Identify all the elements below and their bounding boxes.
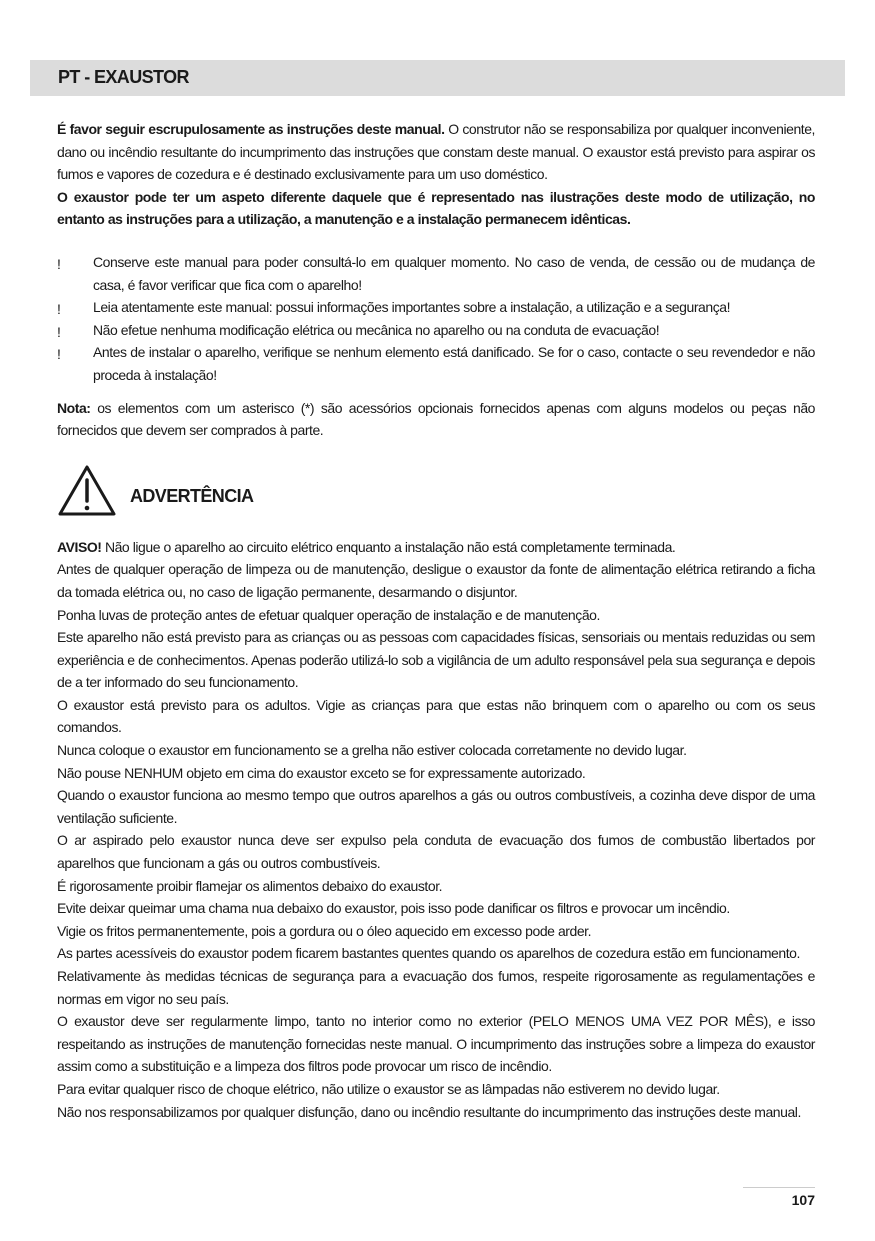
warning-paragraph: O ar aspirado pelo exaustor nunca deve ser expulso pela conduta de evacuação dos fumos de combustão libertados por aparelhos que funcionam a gás ou outros combustíveis.: [57, 832, 815, 872]
warning-title: ADVERTÊNCIA: [130, 486, 254, 507]
caution-list: [57, 251, 815, 387]
footer-divider: [743, 1187, 815, 1188]
section-title: PT - EXAUSTOR: [58, 67, 189, 87]
warning-heading: [57, 464, 815, 518]
warning-triangle-icon: [57, 464, 117, 518]
list-item: ! Antes de instalar o aparelho, verifique se nenhum elemento está danificado. Se for o caso, contacte o seu revendedor e não proceda à instalação!: [57, 344, 815, 383]
intro-paragraph: [57, 118, 815, 186]
intro-bold-note: O exaustor pode ter um aspeto diferente daquele que é representado nas ilustrações deste modo de utilização, no entanto as instruções para a utilização, a manutenção e a instalação permanecem idênticas.: [57, 188, 815, 228]
warning-paragraphs: [57, 558, 815, 1123]
warning-paragraph: Não nos responsabilizamos por qualquer disfunção, dano ou incêndio resultante do incumprimento das instruções deste manual.: [57, 1103, 801, 1120]
document-body: [57, 118, 815, 1123]
warning-paragraph: Vigie os fritos permanentemente, pois a gordura ou o óleo aquecido em excesso pode arder.: [57, 922, 592, 939]
warning-paragraph: O exaustor está previsto para os adultos. Vigie as crianças para que estas não brinquem com o aparelho ou com os seus comandos.: [57, 696, 815, 736]
exclamation-icon: !: [57, 346, 61, 363]
list-item: ! Conserve este manual para poder consultá-lo em qualquer momento. No caso de venda, de cessão ou de mudança de casa, é favor verificar que fica com o aparelho!: [57, 253, 815, 293]
page-number: 107: [791, 1192, 815, 1208]
warning-paragraph: O exaustor deve ser regularmente limpo, tanto no interior como no exterior (PELO MENOS UMA VEZ POR MÊS), e isso respeitando as instruções de manutenção fornecidas neste manual. O incumprimento das instruções sobre a limpeza do exaustor assim como a substituição e a limpeza dos filtros pode provocar um risco de incêndio.: [57, 1013, 815, 1075]
warning-paragraph: Para evitar qualquer risco de choque elétrico, não utilize o exaustor se as lâmpadas não estiverem no devido lugar.: [57, 1080, 720, 1097]
intro-text: O construtor não se responsabiliza por qualquer inconveniente, dano ou incêndio resultante do incumprimento das instruções que constam deste manual. O exaustor está previsto para aspirar os fumos e vapores de cozedura e é destinado exclusivamente para um uso doméstico.: [57, 121, 815, 183]
warning-paragraph: Nunca coloque o exaustor em funcionamento se a grelha não estiver colocada corretamente no devido lugar.: [57, 742, 687, 759]
exclamation-icon: !: [57, 255, 61, 272]
list-item: ! Não efetue nenhuma modificação elétrica ou mecânica no aparelho ou na conduta de evacuação!: [57, 319, 815, 342]
warning-paragraph: Antes de qualquer operação de limpeza ou de manutenção, desligue o exaustor da fonte de alimentação elétrica retirando a ficha da tomada elétrica ou, no caso de ligação permanente, desarmando o disjuntor.: [57, 561, 815, 600]
exclamation-icon: !: [57, 301, 61, 318]
exclamation-icon: !: [57, 323, 61, 340]
warning-paragraph: Evite deixar queimar uma chama nua debaixo do exaustor, pois isso pode danificar os filtros e provocar um incêndio.: [57, 900, 730, 917]
nota-paragraph: Nota: os elementos com um asterisco (*) são acessórios opcionais fornecidos apenas com alguns modelos ou peças não fornecidos que devem ser comprados à parte.: [57, 399, 815, 439]
aviso-paragraph: AVISO! Não ligue o aparelho ao circuito elétrico enquanto a instalação não está completamente terminada.: [57, 538, 676, 555]
intro-bold-lead: É favor seguir escrupulosamente as instruções deste manual.: [57, 121, 445, 137]
warning-paragraph: É rigorosamente proibir flamejar os alimentos debaixo do exaustor.: [57, 877, 443, 894]
warning-paragraph: Ponha luvas de proteção antes de efetuar qualquer operação de instalação e de manutenção.: [57, 606, 600, 623]
list-item: ! Leia atentamente este manual: possui informações importantes sobre a instalação, a utilização e a segurança!: [57, 296, 815, 319]
warning-paragraph: Quando o exaustor funciona ao mesmo tempo que outros aparelhos a gás ou outros combustíveis, a cozinha deve dispor de uma ventilação suficiente.: [57, 787, 815, 826]
warning-paragraph: Este aparelho não está previsto para as crianças ou as pessoas com capacidades físicas, sensoriais ou mentais reduzidas ou sem experiência e de conhecimentos. Apenas poderão utilizá-lo sob a vigilância de um adulto responsável pela sua segurança e depois de a ter informado do seu funcionamento.: [57, 629, 815, 691]
warning-paragraph: Relativamente às medidas técnicas de segurança para a evacuação dos fumos, respeite rigorosamente as regulamentações e normas em vigor no seu país.: [57, 968, 815, 1007]
section-header: [30, 60, 845, 96]
warning-paragraph: As partes acessíveis do exaustor podem ficarem bastantes quentes quando os aparelhos de cozedura estão em funcionamento.: [57, 945, 800, 962]
warning-paragraph: Não pouse NENHUM objeto em cima do exaustor exceto se for expressamente autorizado.: [57, 764, 586, 781]
